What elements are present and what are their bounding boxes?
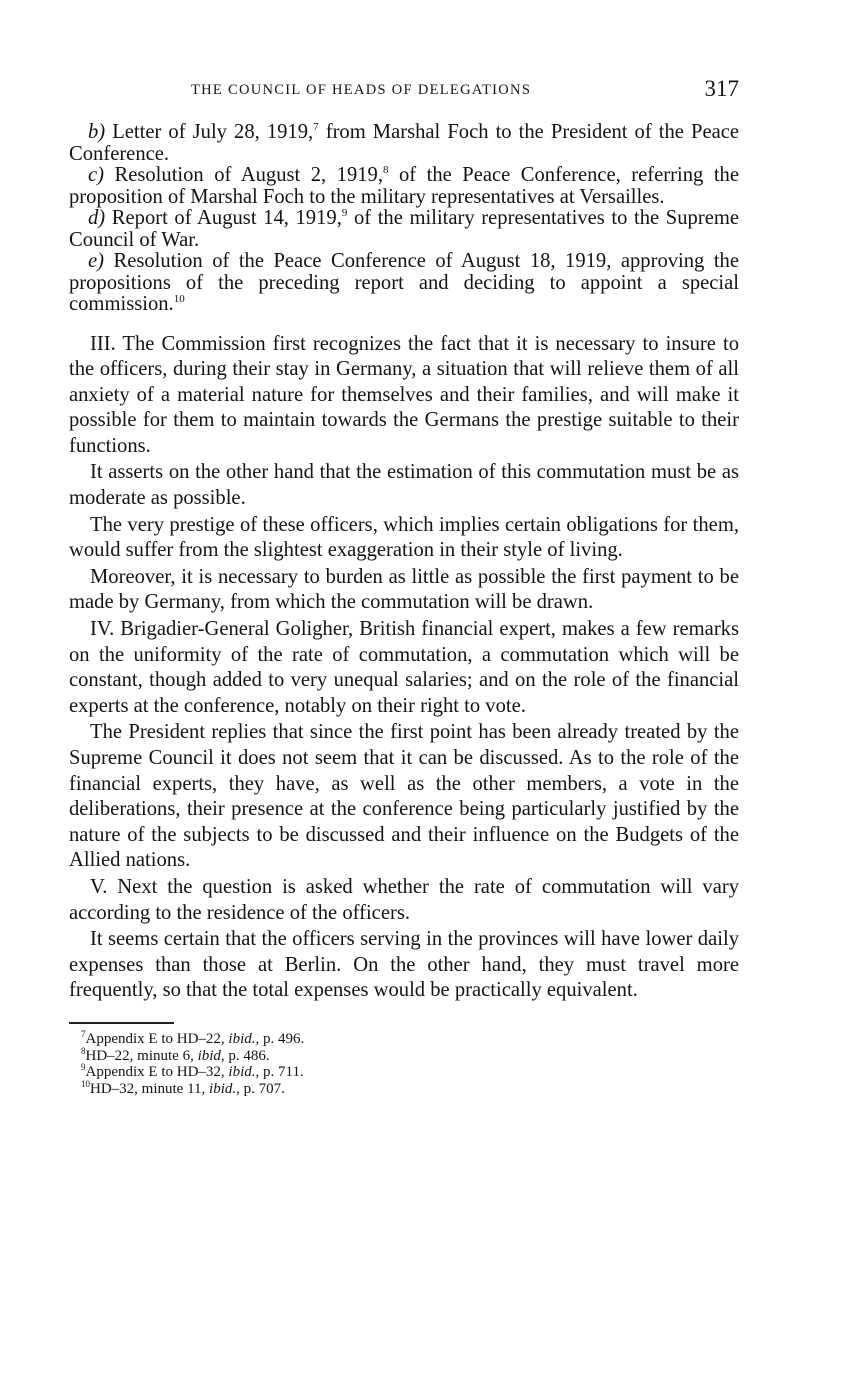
list-item-mark: d): [88, 207, 106, 229]
footnote-text: , p. 496.: [255, 1030, 305, 1047]
list-item-text: Resolution of the Peace Conference of August 18, 1919, approving the propositions of the preceding report and deciding to appoint a special commission.: [69, 250, 739, 315]
paragraph: Moreover, it is necessary to burden as little as possible the first payment to be made by Germany, from which the commutation will be drawn.: [69, 565, 739, 614]
list-item-text: of the Peace Conference, referring the proposition of Marshal Foch to the military representatives at Versailles.: [69, 164, 739, 208]
running-head: THE COUNCIL OF HEADS OF DELEGATIONS: [191, 82, 532, 98]
paragraph: V. Next the question is asked whether the rate of commutation will vary according to the residence of the officers.: [69, 875, 739, 924]
enumerated-documents: [69, 122, 739, 316]
footnote-text: Appendix E to HD–22,: [85, 1030, 229, 1047]
footnote-italic: ibid.: [228, 1064, 256, 1081]
footnote-divider: [69, 1022, 174, 1024]
list-item-mark: b): [88, 121, 106, 143]
document-page: [69, 76, 739, 1097]
list-item-mark: e): [88, 250, 104, 272]
footnote-text: HD–32, minute 11,: [90, 1080, 210, 1097]
footnote-ref: 10: [173, 293, 185, 305]
footnote-text: , p. 707.: [236, 1080, 285, 1097]
list-item: [69, 251, 739, 316]
list-item-text: of the military representatives to the Supreme Council of War.: [69, 207, 739, 251]
list-item-mark: c): [88, 164, 104, 186]
footnote-italic: ibid: [197, 1047, 221, 1064]
footnote-number: 9: [81, 1062, 86, 1073]
footnote-text: , p. 486.: [220, 1047, 270, 1064]
list-item: [69, 122, 739, 165]
paragraph: III. The Commission first recognizes the fact that it is necessary to insure to the officers, during their stay in Germany, a situation that will relieve them of all anxiety of a material nature for themselves and their families, and will make it possible for them to maintain towards the Germans the prestige suitable to their functions.: [69, 332, 739, 457]
footnote-italic: ibid.: [209, 1080, 237, 1097]
page-number: 317: [704, 76, 739, 101]
footnote-ref: 8: [382, 164, 389, 176]
footnote: [69, 1045, 739, 1065]
footnote-number: 7: [81, 1028, 86, 1039]
list-item: [69, 208, 739, 251]
list-item-text: from Marshal Foch to the President of the Peace Conference.: [69, 121, 739, 165]
footnote-number: 8: [81, 1045, 86, 1056]
list-item-text: Resolution of August 2, 1919,: [104, 164, 383, 186]
body-text: [69, 332, 739, 1004]
paragraph: It seems certain that the officers serving in the provinces will have lower daily expenses than those at Berlin. On the other hand, they must travel more frequently, so that the total expenses would be practically equivalent.: [69, 928, 739, 1002]
footnotes: [69, 1028, 739, 1097]
footnote: [69, 1078, 739, 1098]
page-header: [69, 76, 739, 106]
paragraph: It asserts on the other hand that the estimation of this commutation must be as moderate as possible.: [69, 461, 739, 510]
footnote-italic: ibid.: [228, 1030, 256, 1047]
paragraph: IV. Brigadier-General Goligher, British financial expert, makes a few remarks on the uniformity of the rate of commutation, a commutation which will be constant, though added to very unequal salaries; and on the role of the financial experts at the conference, notably on their right to vote.: [69, 618, 739, 717]
list-item: [69, 165, 739, 208]
footnote: [69, 1064, 739, 1081]
paragraph: The President replies that since the first point has been already treated by the Supreme Council it does not seem that it can be discussed. As to the role of the financial experts, they have, as well as the other members, a vote in the deliberations, their presence at the conference being particularly justified by the nature of the subjects to be discussed and their influence on the Budgets of the Allied nations.: [69, 721, 739, 872]
paragraph: The very prestige of these officers, which implies certain obligations for them, would suffer from the slightest exaggeration in their style of living.: [69, 513, 739, 562]
footnote: [69, 1028, 739, 1048]
footnote-ref: 9: [341, 207, 348, 219]
footnote-number: 10: [81, 1078, 90, 1089]
footnote-text: , p. 711.: [255, 1064, 304, 1081]
list-item-text: Letter of July 28, 1919,: [105, 121, 314, 143]
footnote-text: HD–22, minute 6,: [85, 1047, 198, 1064]
footnote-text: Appendix E to HD–32,: [85, 1064, 229, 1081]
list-item-text: Report of August 14, 1919,: [105, 207, 342, 229]
footnote-ref: 7: [313, 121, 319, 133]
